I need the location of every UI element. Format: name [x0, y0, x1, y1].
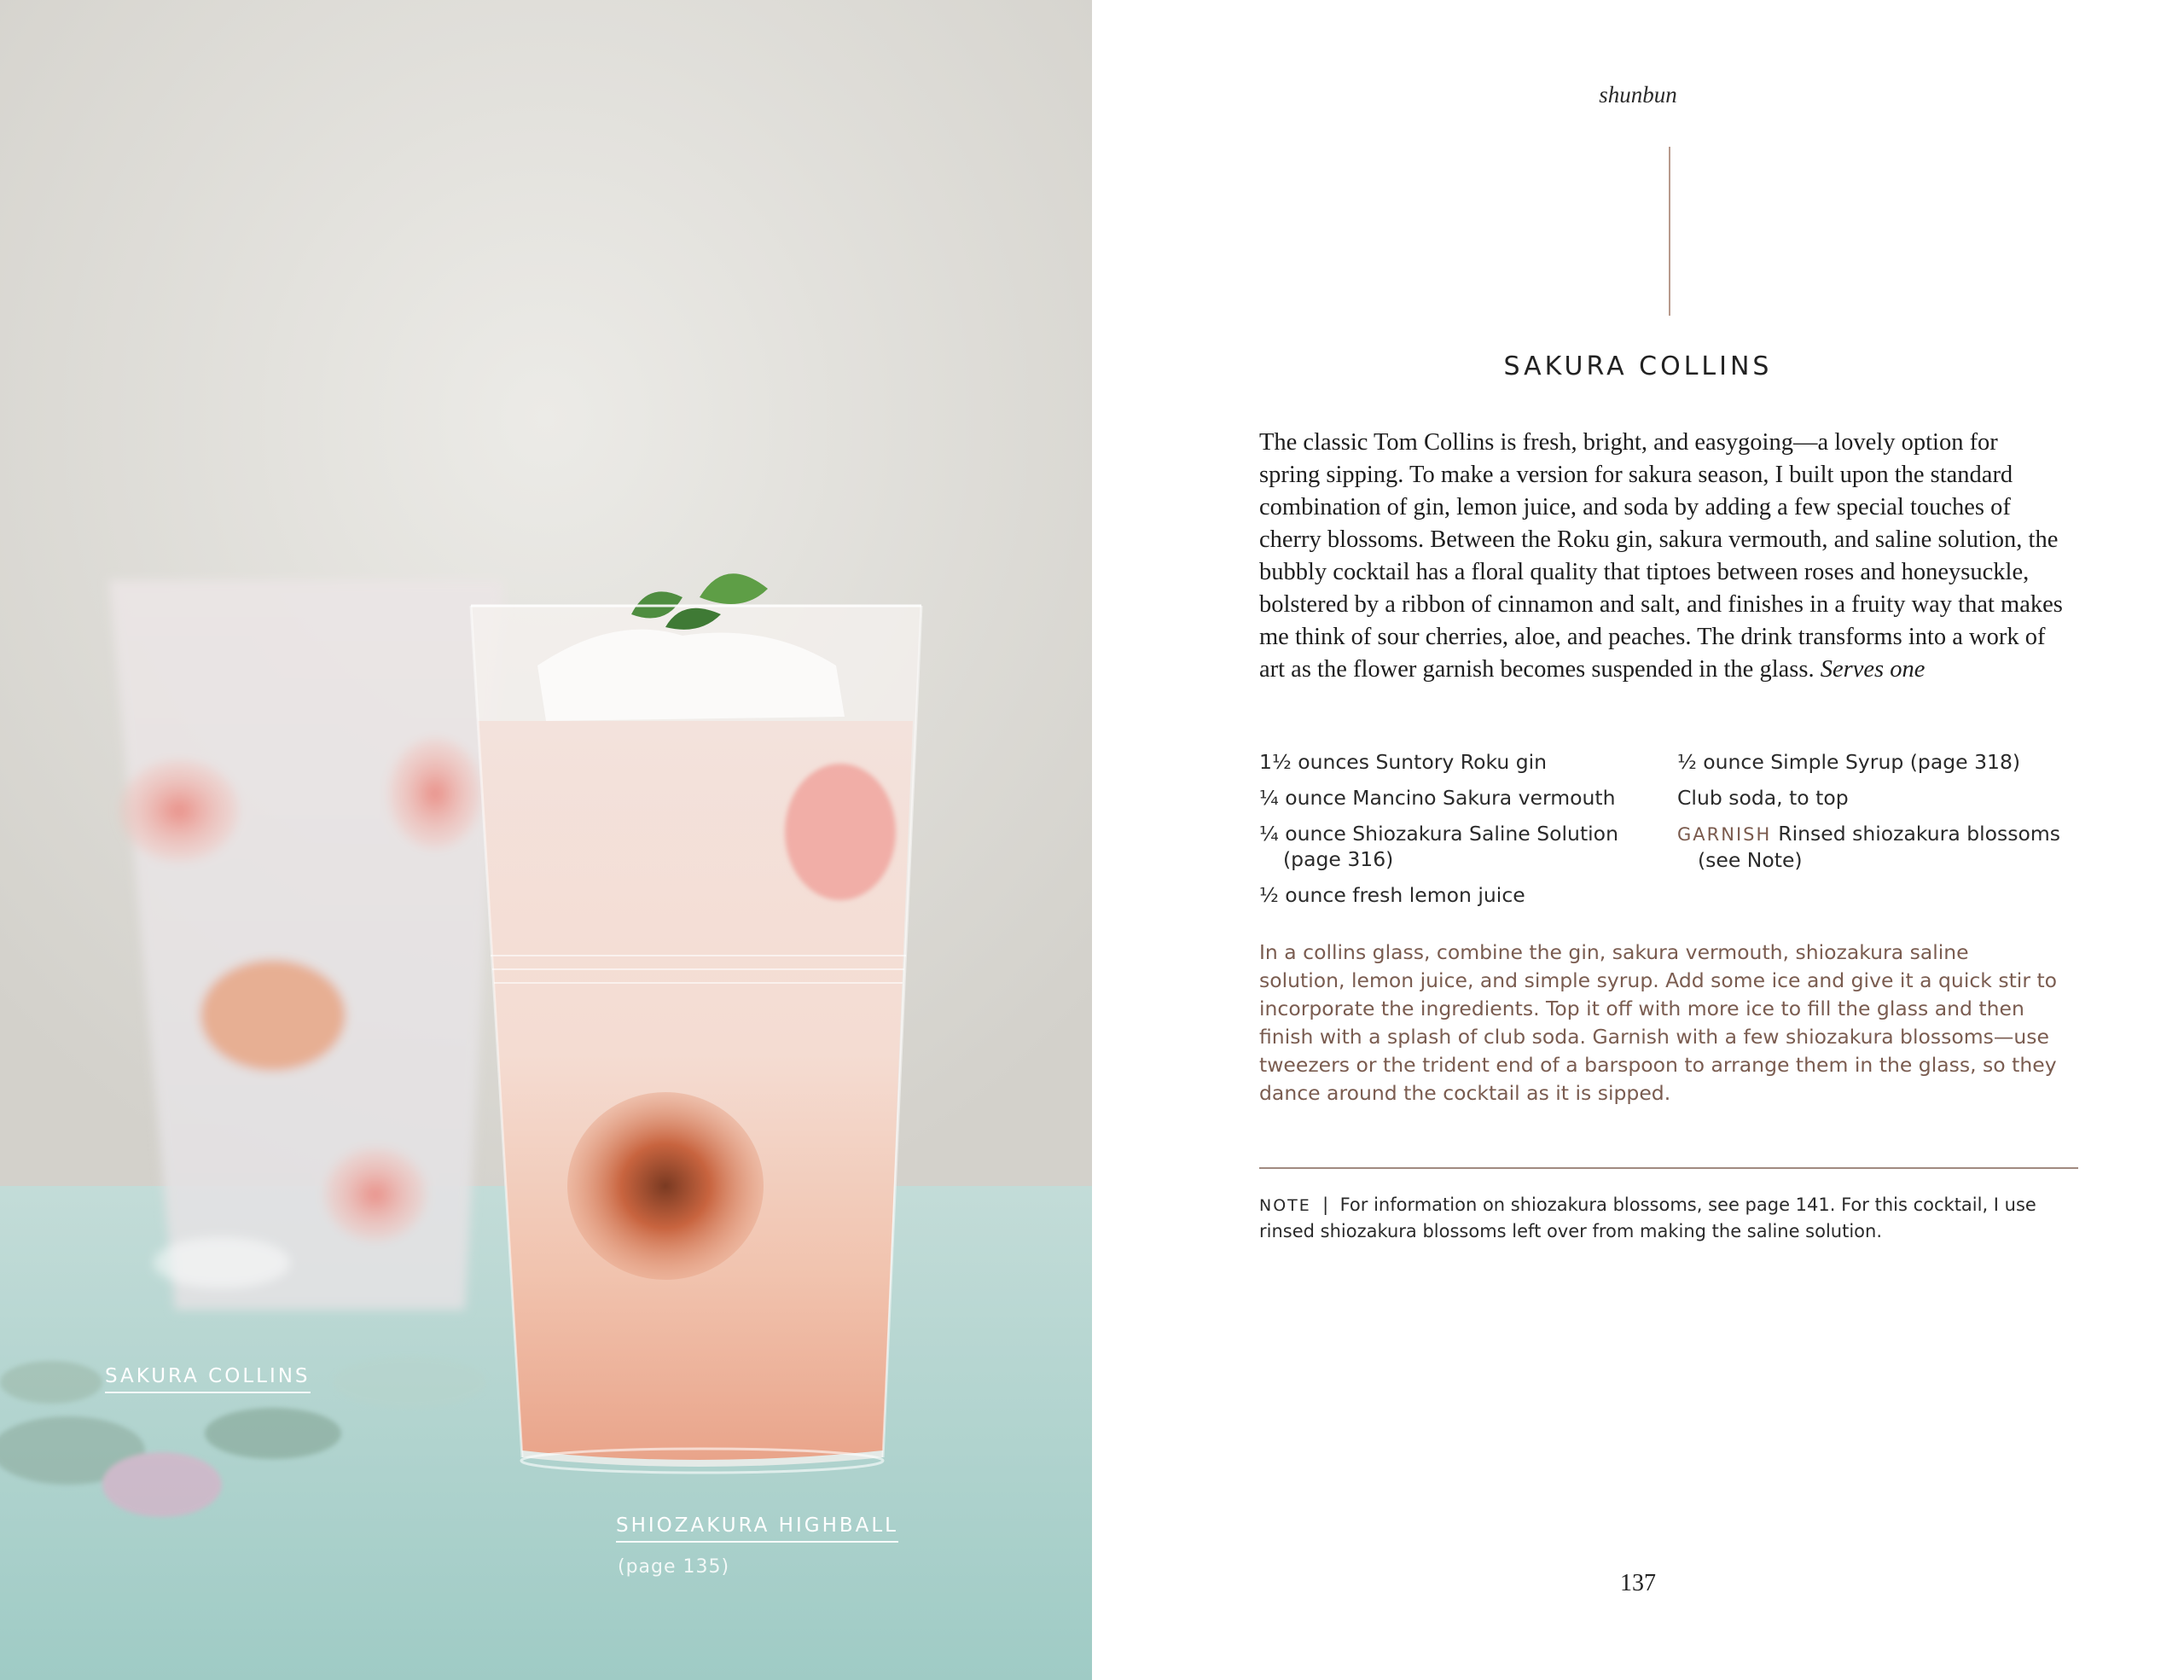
- ingredient-continuation: (page 316): [1283, 847, 1394, 871]
- note-separator: |: [1322, 1195, 1329, 1215]
- page-number: 137: [1620, 1570, 1656, 1596]
- method-line: incorporate the ingredients. Top it off with more ice to fill the glass and then: [1259, 997, 2024, 1020]
- note-divider: [1259, 1167, 2078, 1169]
- intro-line: The classic Tom Collins is fresh, bright, and easygoing—a lovely option for: [1259, 429, 1998, 456]
- ingredient-item: ½ ounce Simple Syrup (page 318): [1677, 750, 2021, 774]
- garnish-text: Rinsed shiozakura blossoms: [1778, 822, 2061, 846]
- intro-line: [1259, 654, 2184, 686]
- method-line: tweezers or the trident end of a barspoon to arrange them in the glass, so they: [1259, 1053, 2057, 1077]
- intro-line: cherry blossoms. Between the Roku gin, sakura vermouth, and saline solution, the: [1259, 526, 2059, 553]
- method-line: In a collins glass, combine the gin, sakura vermouth, shiozakura saline: [1259, 940, 1969, 964]
- intro-line: bubbly cocktail has a floral quality that tiptoes between roses and honeysuckle,: [1259, 559, 2030, 585]
- recipe-title: SAKURA COLLINS: [1503, 352, 1773, 381]
- caption-shiozakura-highball: [616, 1514, 898, 1543]
- garnish-item: [1677, 821, 2060, 873]
- ingredient-item: 1½ ounces Suntory Roku gin: [1259, 750, 1548, 774]
- intro-line: me think of sour cherries, aloe, and peaches. The drink transforms into a work of: [1259, 624, 2046, 650]
- garnish-label: GARNISH: [1677, 824, 1772, 845]
- ingredient-item: [1259, 821, 1618, 872]
- caption-highball-page-ref: (page 135): [618, 1556, 730, 1578]
- method-line: dance around the cocktail as it is sipped.: [1259, 1081, 1671, 1105]
- recipe-intro: [1259, 427, 2184, 686]
- intro-line-text: art as the flower garnish becomes suspended in the glass.: [1259, 656, 1815, 683]
- note-line: rinsed shiozakura blossoms left over from making the saline solution.: [1259, 1221, 1883, 1241]
- recipe-page: [1092, 0, 2184, 1680]
- ingredient-text: ¼ ounce Shiozakura Saline Solution: [1259, 822, 1618, 846]
- ingredient-item: Club soda, to top: [1677, 786, 1849, 810]
- running-head: shunbun: [1599, 82, 1677, 108]
- note-label: NOTE: [1259, 1196, 1311, 1215]
- garnish-continuation: (see Note): [1698, 848, 1803, 872]
- caption-sakura-collins-text: SAKURA COLLINS: [105, 1365, 311, 1393]
- serves: Serves one: [1820, 656, 1926, 683]
- ingredient-item: ½ ounce fresh lemon juice: [1259, 883, 1525, 907]
- ingredient-item: ¼ ounce Mancino Sakura vermouth: [1259, 786, 1616, 810]
- method-line: solution, lemon juice, and simple syrup. Add some ice and give it a quick stir to: [1259, 968, 2058, 992]
- head-divider: [1669, 147, 1670, 316]
- intro-line: spring sipping. To make a version for sakura season, I built upon the standard: [1259, 462, 2013, 488]
- caption-shiozakura-highball-text: SHIOZAKURA HIGHBALL: [616, 1514, 898, 1543]
- caption-sakura-collins: [105, 1365, 311, 1393]
- intro-line: bolstered by a ribbon of cinnamon and salt, and finishes in a fruity way that makes: [1259, 591, 2063, 618]
- intro-line: combination of gin, lemon juice, and soda by adding a few special touches of: [1259, 494, 2011, 520]
- recipe-method: [1259, 939, 2184, 1107]
- note-text: For information on shiozakura blossoms, see page 141. For this cocktail, I use: [1339, 1195, 2036, 1215]
- method-line: finish with a splash of club soda. Garnish with a few shiozakura blossoms—use: [1259, 1025, 2049, 1049]
- note-line: [1259, 1192, 2112, 1218]
- recipe-note: [1259, 1192, 2112, 1244]
